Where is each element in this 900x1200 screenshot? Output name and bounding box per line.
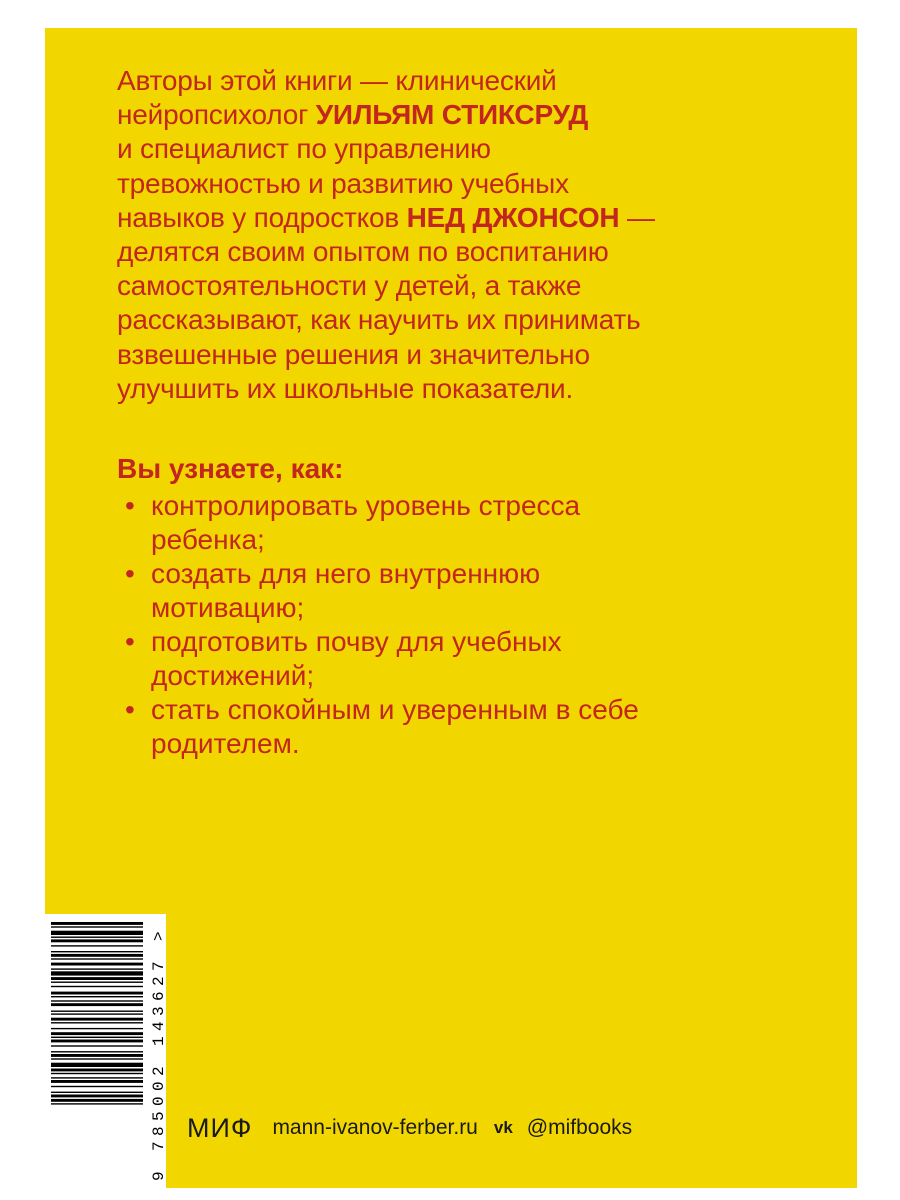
description-line: и специалист по управлению — [117, 133, 491, 165]
description-line: Авторы этой книги — клинический — [117, 65, 557, 96]
barcode-bar — [51, 996, 143, 997]
book-back-cover — [45, 28, 857, 1188]
barcode-bar — [51, 1037, 143, 1038]
cover-text — [117, 64, 797, 761]
barcode-bar — [51, 937, 143, 938]
description-line: делятся своим опытом по воспитанию — [117, 236, 609, 268]
barcode-bar — [51, 1092, 143, 1093]
vk-icon: vk — [493, 1118, 513, 1137]
social-handle: @mifbooks — [526, 1116, 633, 1139]
barcode-bar — [51, 1058, 143, 1059]
author-name: НЕД ДЖОНСОН — [406, 201, 620, 233]
barcode-bar — [51, 971, 143, 975]
description-line: самостоятельности у детей, а также — [117, 270, 582, 302]
description-line: нейропсихолог — [117, 99, 316, 131]
barcode-bar — [51, 931, 143, 935]
barcode-bar — [51, 1018, 143, 1021]
barcode-bar — [51, 1086, 143, 1087]
learn-item: • создать для него внутреннюю мотивацию; — [117, 557, 797, 625]
publisher-footer — [187, 1108, 632, 1148]
barcode-bar — [51, 1032, 143, 1035]
learn-item: • контролировать уровень стресса ребенка; — [117, 489, 797, 557]
barcode-bar — [51, 1080, 143, 1083]
publisher-website: mann-ivanov-ferber.ru — [272, 1116, 478, 1139]
barcode-bar — [51, 1040, 143, 1043]
barcode-bar — [51, 1013, 143, 1014]
author-name: УИЛЬЯМ СТИКСРУД — [315, 99, 589, 131]
description-dash: — — [619, 201, 655, 233]
description-line: рассказывают, как научить их принимать — [117, 304, 641, 336]
barcode-bar — [51, 1003, 143, 1006]
learn-item: • подготовить почву для учебных достижений; — [117, 625, 797, 693]
isbn-barcode — [45, 914, 166, 1188]
barcode-bar — [51, 986, 143, 987]
barcode-bar — [51, 1051, 143, 1052]
barcode-bar — [51, 926, 143, 927]
learn-list — [117, 489, 797, 761]
description-paragraph — [117, 64, 797, 406]
barcode-bar — [51, 968, 143, 969]
barcode-bar — [51, 992, 143, 995]
barcode-bar — [51, 982, 143, 983]
barcode-bar — [51, 1000, 143, 1001]
barcode-bar — [51, 922, 143, 925]
barcode-bar — [51, 958, 143, 959]
publisher-logo: МИФ — [187, 1112, 253, 1143]
barcode-bar — [51, 1095, 143, 1098]
barcode-bar — [51, 1028, 143, 1029]
description-line: навыков у подростков — [117, 201, 407, 233]
learn-heading: Вы узнаете, как: — [117, 453, 344, 485]
barcode-digits: 9 785002 143627 > — [150, 925, 168, 1181]
barcode-bar — [51, 1069, 143, 1072]
barcode-bars — [45, 914, 166, 1188]
learn-item: • стать спокойным и уверенным в себе родителем. — [117, 693, 797, 761]
barcode-bar — [51, 954, 143, 957]
description-line: тревожностью и развитию учебных — [117, 167, 569, 199]
barcode-bar — [51, 951, 143, 952]
barcode-bar — [51, 1054, 143, 1057]
barcode-bar — [51, 1022, 143, 1023]
barcode-bar — [51, 945, 143, 946]
barcode-bar — [51, 1011, 143, 1012]
barcode-bar — [51, 1063, 143, 1067]
barcode-bar — [51, 1099, 143, 1102]
description-line: улучшить их школьные показатели. — [117, 372, 574, 404]
barcode-bar — [51, 977, 143, 980]
barcode-bar — [51, 1045, 143, 1046]
description-line: взвешенные решения и значительно — [117, 338, 590, 370]
barcode-bar — [51, 1103, 143, 1104]
barcode-bar — [51, 1073, 143, 1074]
barcode-bar — [51, 963, 143, 966]
barcode-bar — [51, 1077, 143, 1078]
barcode-bar — [51, 939, 143, 942]
